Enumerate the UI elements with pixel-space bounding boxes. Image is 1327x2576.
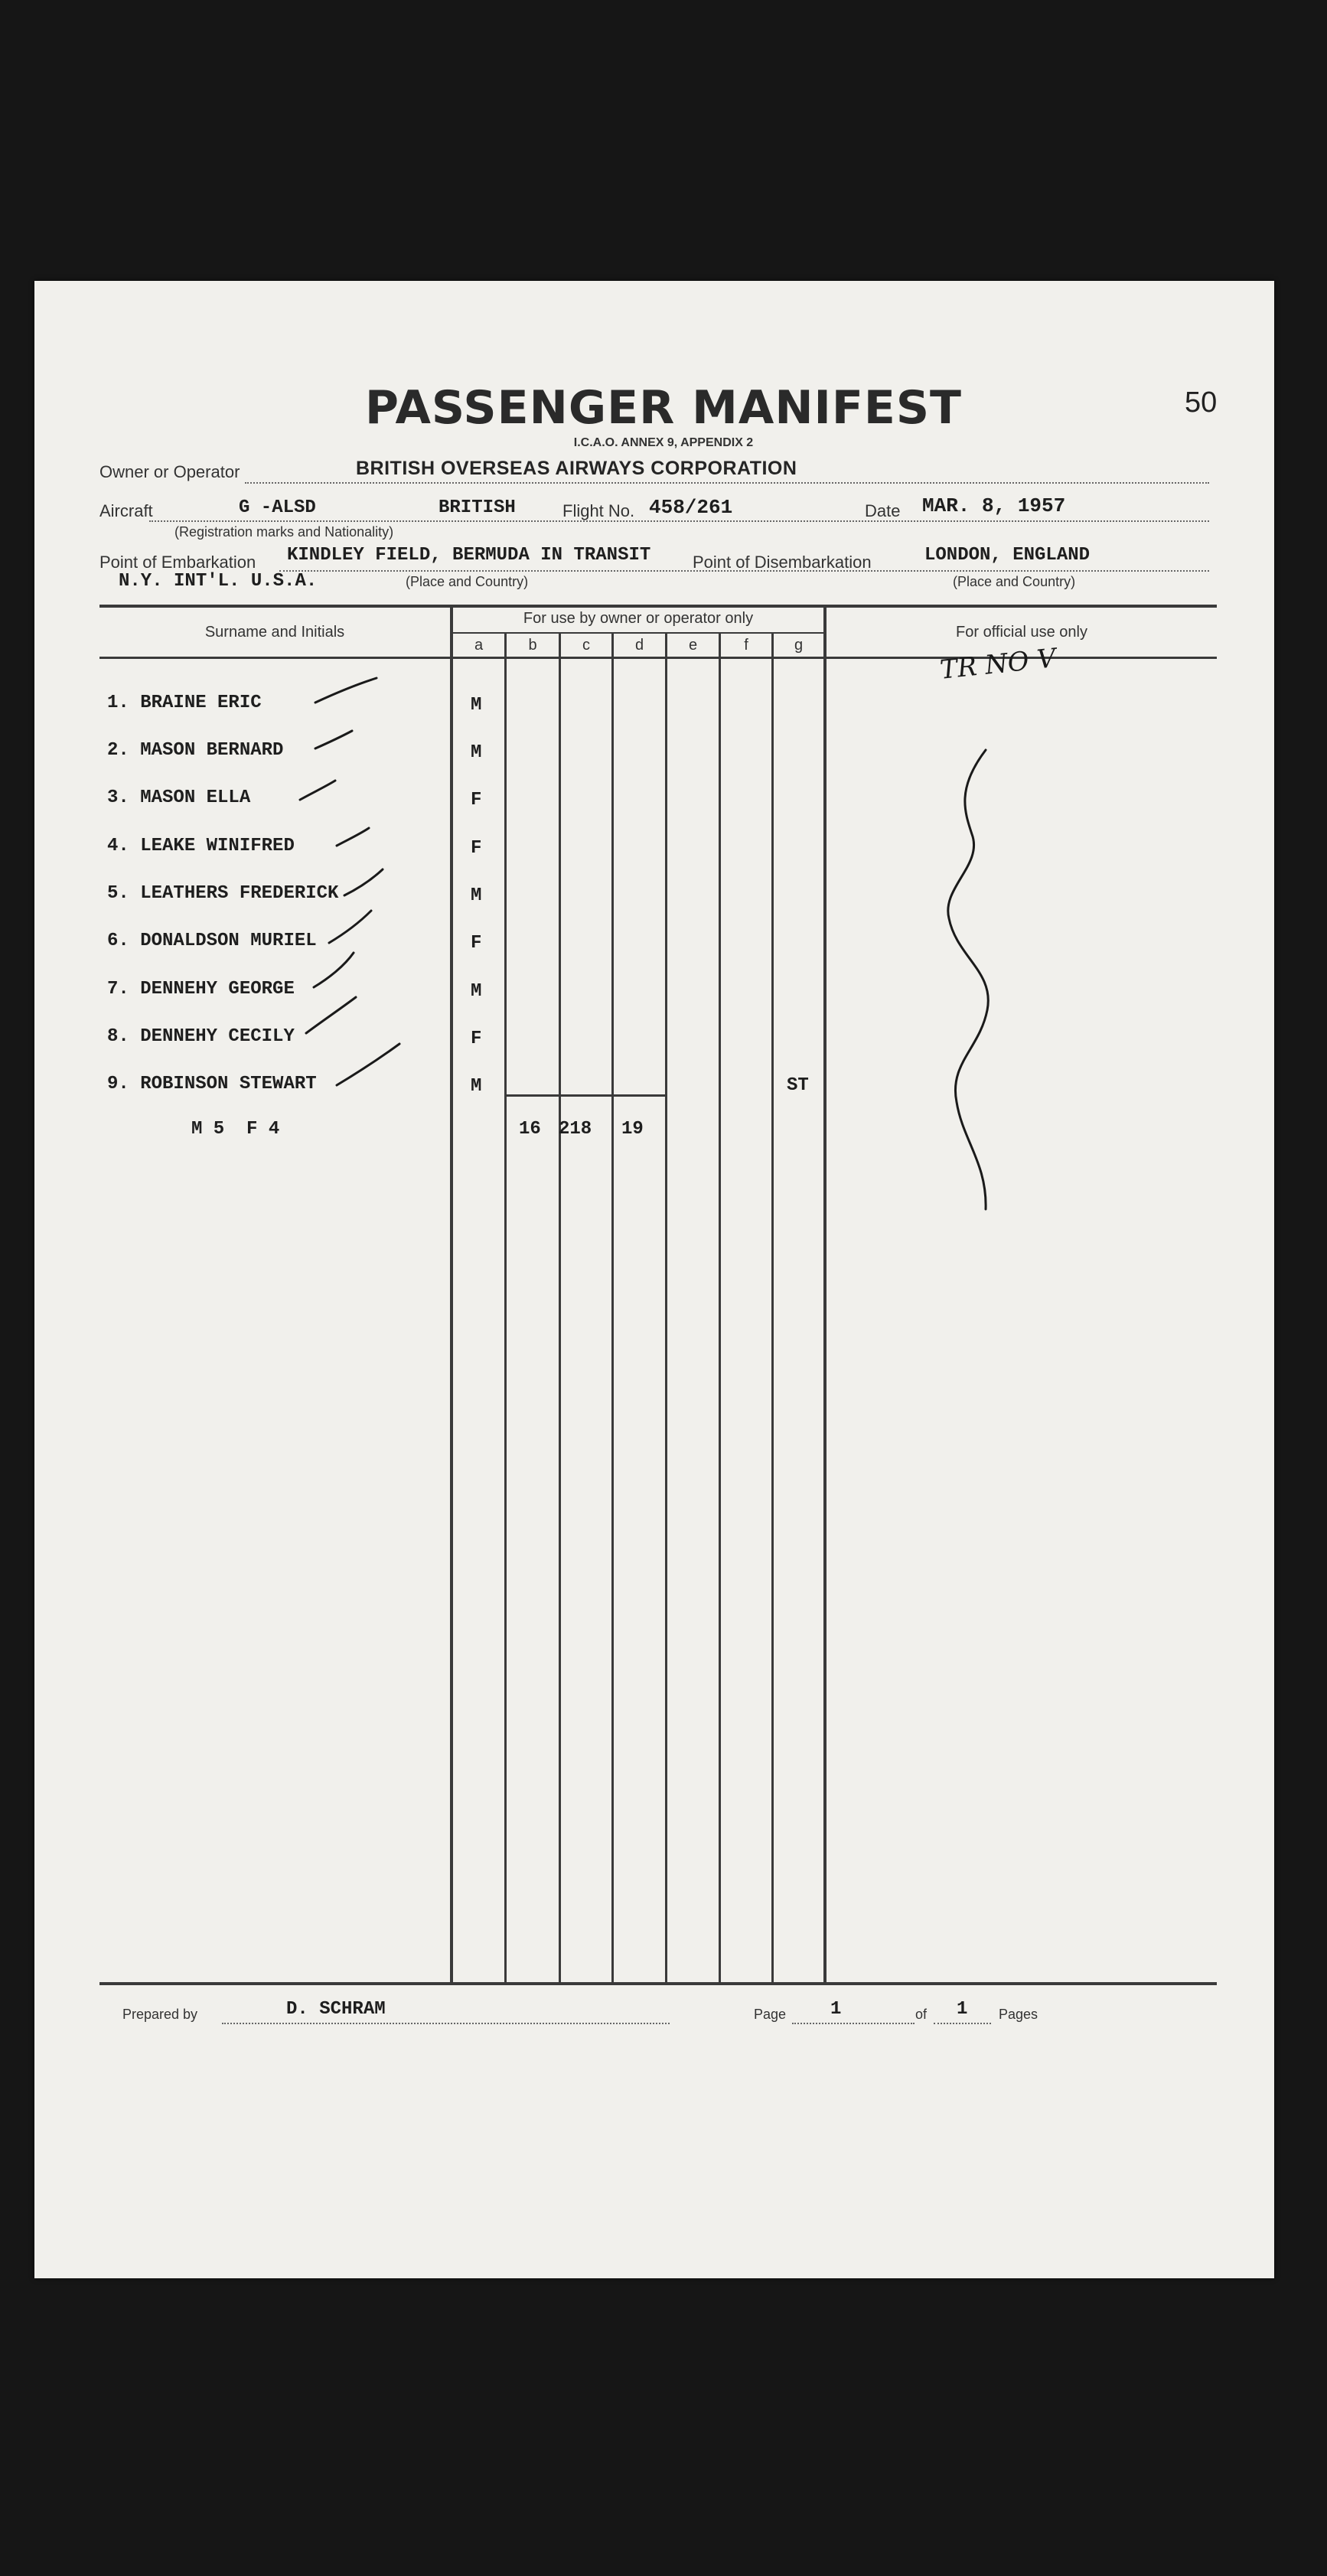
disembarkation-label: Point of Disembarkation: [693, 553, 872, 572]
official-handwritten-note: TR NO V: [938, 643, 1058, 686]
tick-mark: [306, 997, 356, 1033]
tick-mark: [314, 953, 354, 987]
tick-mark: [344, 869, 383, 895]
page-subtitle: I.C.A.O. ANNEX 9, APPENDIX 2: [573, 436, 754, 449]
passenger-sex: M: [471, 885, 482, 906]
tick-mark: [337, 1044, 399, 1085]
col-header-c: c: [582, 637, 590, 654]
passenger-name: 6. DONALDSON MURIEL: [107, 931, 317, 951]
owner-use-header: For use by owner or operator only: [523, 610, 754, 627]
passenger-name: 1. BRAINE ERIC: [107, 693, 262, 713]
page-line: [792, 2023, 915, 2024]
col-header-e: e: [688, 637, 698, 654]
date-value: MAR. 8, 1957: [922, 494, 1066, 517]
embarkation-value-continued: N.Y. INT'L. U.S.A.: [119, 571, 318, 592]
of-label: of: [915, 2007, 928, 2022]
sex-summary: M 5 F 4: [191, 1119, 280, 1140]
col-header-d: d: [634, 637, 644, 654]
disembarkation-place-note: (Place and Country): [953, 574, 1076, 589]
aircraft-registration: G -ALSD: [239, 497, 316, 518]
wavy-line-mark: [948, 750, 989, 1209]
passenger-sex: F: [471, 933, 482, 954]
official-use-header: For official use only: [956, 624, 1087, 641]
tick-mark: [300, 781, 335, 800]
passenger-sex: F: [471, 790, 482, 810]
tick-mark: [337, 828, 369, 846]
of-value: 1: [957, 1999, 968, 2020]
date-label: Date: [865, 501, 901, 520]
prepared-by-line: [222, 2023, 670, 2024]
tick-mark: [315, 731, 352, 748]
flight-number: 458/261: [649, 496, 733, 519]
embarkation-value: KINDLEY FIELD, BERMUDA IN TRANSIT: [287, 545, 651, 566]
passenger-sex: M: [471, 742, 482, 763]
col-header-a: a: [474, 637, 484, 654]
flight-label: Flight No.: [562, 501, 635, 520]
owner-value: BRITISH OVERSEAS AIRWAYS CORPORATION: [356, 458, 797, 479]
passenger-sex: F: [471, 1029, 482, 1049]
total-d: 19: [621, 1119, 644, 1140]
pages-label: Pages: [999, 2007, 1038, 2022]
col-header-b: b: [528, 637, 537, 654]
surname-header: Surname and Initials: [204, 624, 345, 641]
passenger-name: 7. DENNEHY GEORGE: [107, 979, 295, 999]
passenger-sex: M: [471, 695, 482, 716]
col-header-f: f: [744, 637, 748, 654]
passenger-name: 9. ROBINSON STEWART: [107, 1074, 317, 1094]
passenger-name: 4. LEAKE WINIFRED: [107, 836, 295, 856]
total-b: 16: [519, 1119, 541, 1140]
aircraft-label: Aircraft: [99, 501, 153, 520]
tick-mark: [329, 911, 371, 943]
embarkation-label: Point of Embarkation: [99, 553, 256, 572]
page-title: PASSENGER MANIFEST: [365, 381, 962, 435]
passenger-g-code: ST: [787, 1075, 809, 1096]
passenger-sex: F: [471, 838, 482, 859]
page-number: 50: [1185, 386, 1218, 419]
passenger-name: 8. DENNEHY CECILY: [107, 1026, 295, 1047]
passenger-name: 5. LEATHERS FREDERICK: [107, 883, 339, 904]
embarkation-place-note: (Place and Country): [406, 574, 529, 589]
tick-mark: [315, 678, 377, 703]
registration-note: (Registration marks and Nationality): [174, 524, 394, 540]
owner-label: Owner or Operator: [99, 462, 240, 481]
total-c: 218: [559, 1119, 592, 1140]
col-header-g: g: [794, 637, 804, 654]
disembarkation-value: LONDON, ENGLAND: [924, 545, 1091, 566]
page-value: 1: [830, 1999, 842, 2020]
passenger-sex: M: [471, 981, 482, 1002]
passenger-name: 3. MASON ELLA: [107, 787, 251, 808]
passenger-sex: M: [471, 1076, 482, 1097]
passenger-name: 2. MASON BERNARD: [107, 740, 284, 761]
prepared-by-label: Prepared by: [122, 2007, 198, 2022]
page-label: Page: [754, 2007, 787, 2022]
prepared-by-value: D. SCHRAM: [286, 1999, 386, 2020]
aircraft-nationality: BRITISH: [439, 497, 516, 518]
of-line: [934, 2023, 991, 2024]
